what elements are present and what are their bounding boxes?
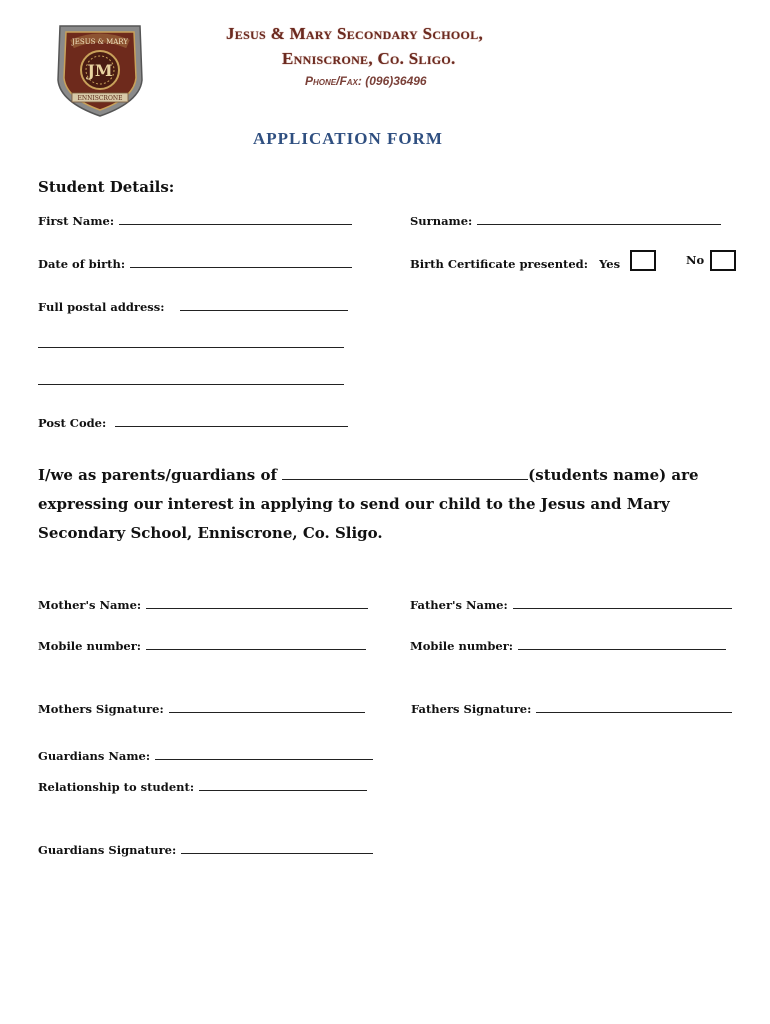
school-phone: Phone/Fax: (096)36496 [305,74,427,88]
statement-part-1: I/we as parents/guardians of [38,466,283,484]
mother-name-field[interactable] [146,598,368,609]
post-code-field[interactable] [115,416,348,427]
guardian-name-field[interactable] [155,749,373,760]
father-signature-label: Fathers Signature: [411,702,532,716]
surname-field[interactable] [477,214,721,225]
no-checkbox[interactable] [710,250,736,271]
postal-address-label: Full postal address: [38,300,165,314]
svg-text:ENNISCRONE: ENNISCRONE [77,95,123,102]
mother-mobile-label: Mobile number: [38,639,142,653]
first-name-field[interactable] [119,214,352,225]
yes-label: Yes [599,257,621,271]
father-mobile-label: Mobile number: [410,639,514,653]
post-code-label: Post Code: [38,416,107,430]
dob-field[interactable] [130,257,352,268]
no-label: No [686,253,705,267]
mother-signature-field[interactable] [169,702,365,713]
parent-statement [38,461,750,548]
relationship-label: Relationship to student: [38,780,195,794]
guardian-name-label: Guardians Name: [38,749,151,763]
mother-name-label: Mother's Name: [38,598,142,612]
svg-text:JM: JM [87,61,113,80]
mother-mobile-field[interactable] [146,639,366,650]
father-mobile-field[interactable] [518,639,726,650]
dob-label: Date of birth: [38,257,126,271]
student-name-field[interactable] [282,465,528,480]
yes-checkbox[interactable] [630,250,656,271]
svg-text:JESUS & MARY: JESUS & MARY [72,38,128,46]
form-title: APPLICATION FORM [253,129,443,148]
postal-address-field-1[interactable] [180,300,348,311]
school-crest-icon [50,20,150,120]
mother-signature-label: Mothers Signature: [38,702,164,716]
relationship-field[interactable] [199,780,367,791]
guardian-signature-label: Guardians Signature: [38,843,177,857]
surname-label: Surname: [410,214,473,228]
student-details-heading: Student Details: [38,178,175,196]
postal-address-field-3[interactable] [38,374,344,385]
school-address: Enniscrone, Co. Sligo. [282,49,456,68]
father-signature-field[interactable] [536,702,732,713]
first-name-label: First Name: [38,214,115,228]
guardian-signature-field[interactable] [181,843,373,854]
birth-cert-label: Birth Certificate presented: [410,257,588,271]
school-name: Jesus & Mary Secondary School, [226,24,484,43]
father-name-field[interactable] [513,598,732,609]
statement-part-2: (students name) are expressing our interest in applying to send our child to the Jesus and Mary Secondary School, Enniscrone, Co. Sligo. [38,466,699,542]
postal-address-field-2[interactable] [38,337,344,348]
father-name-label: Father's Name: [410,598,508,612]
